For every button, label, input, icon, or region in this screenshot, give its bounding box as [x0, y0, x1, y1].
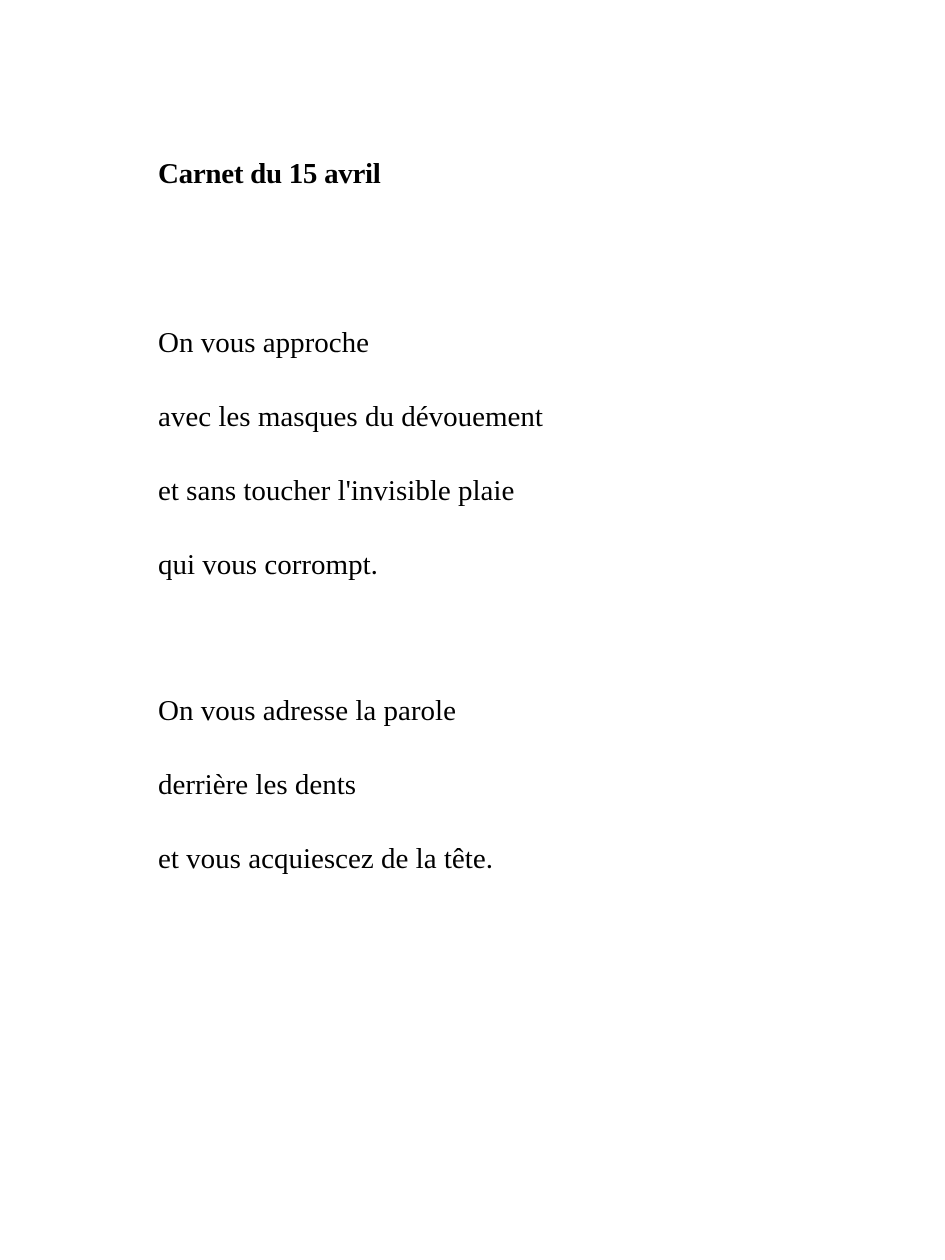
poem-line: et vous acquiescez de la tête.	[158, 843, 493, 875]
document-title: Carnet du 15 avril	[158, 158, 381, 190]
poem-line: avec les masques du dévouement	[158, 401, 543, 433]
stanza-1	[158, 306, 543, 602]
poem-line: et sans toucher l'invisible plaie	[158, 475, 515, 507]
poem-line: qui vous corrompt.	[158, 549, 378, 581]
stanza-2	[158, 674, 493, 896]
poem-line: derrière les dents	[158, 769, 357, 801]
poem-line: On vous approche	[158, 327, 370, 359]
poem-line: On vous adresse la parole	[158, 695, 456, 727]
